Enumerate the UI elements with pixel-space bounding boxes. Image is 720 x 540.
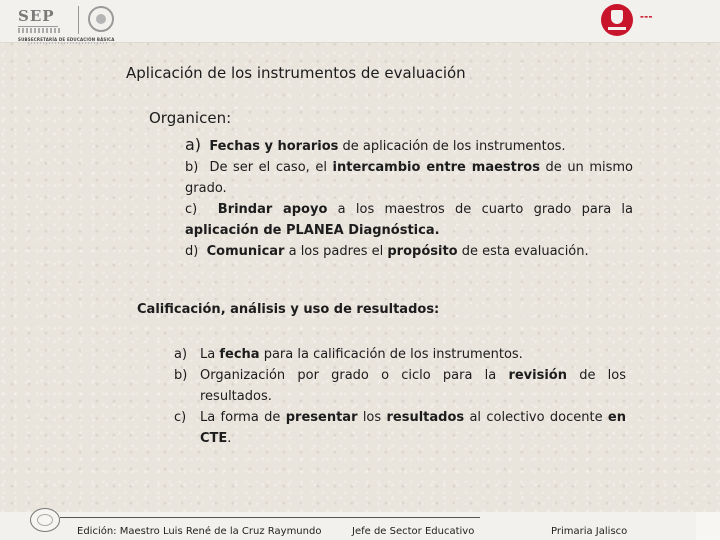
list-text-bold: intercambio entre maestros xyxy=(332,160,540,175)
list-item-text xyxy=(200,407,626,449)
list-text: de los resultados. xyxy=(200,368,626,404)
list-marker: c) xyxy=(185,202,198,217)
list-item xyxy=(174,365,626,407)
sep-caption: SUBSECRETARÍA DE EDUCACIÓN BÁSICA xyxy=(18,37,115,42)
list-item xyxy=(174,407,626,449)
list-text: . xyxy=(227,431,232,446)
organicen-list xyxy=(185,134,633,262)
list-item xyxy=(185,134,633,157)
sep-logo-rule xyxy=(18,26,58,27)
list-item xyxy=(174,344,626,365)
calificacion-heading xyxy=(137,302,439,317)
list-text-bold: Brindar apoyo xyxy=(217,202,328,217)
footer-edicion: Edición: Maestro Luis René de la Cruz Raymundo xyxy=(77,526,322,537)
list-item xyxy=(185,199,633,241)
footer-rule xyxy=(60,517,480,518)
header-band xyxy=(0,0,720,43)
list-text-bold: fecha xyxy=(219,347,260,362)
list-text-bold: resultados xyxy=(386,410,465,425)
list-text: a los maestros de cuarto grado para la xyxy=(327,202,634,217)
list-item-text xyxy=(200,365,626,407)
list-item xyxy=(185,241,633,262)
list-text-bold: Fechas y horarios xyxy=(209,139,339,154)
list-text-bold: presentar xyxy=(285,410,358,425)
jalisco-logo-text-icon: ▬▬▬ xyxy=(640,14,653,19)
list-text: a los padres el xyxy=(284,244,388,259)
calificacion-list xyxy=(174,344,626,449)
list-marker: d) xyxy=(185,244,199,259)
national-seal-icon xyxy=(88,6,114,32)
list-marker: a) xyxy=(174,347,188,362)
list-text: los xyxy=(357,410,387,425)
footer-primaria: Primaria Jalisco xyxy=(551,526,628,537)
footer-jefe: Jefe de Sector Educativo xyxy=(352,526,475,537)
sep-logo-subtext xyxy=(18,28,60,33)
list-text: de esta evaluación. xyxy=(457,244,589,259)
footer-corner xyxy=(696,512,720,540)
jalisco-logo-icon xyxy=(601,4,633,36)
footer-emblem-icon xyxy=(30,508,60,532)
sep-caption-subline xyxy=(28,42,108,44)
list-text: La xyxy=(200,347,220,362)
list-item xyxy=(185,157,633,199)
list-marker: b) xyxy=(185,160,199,175)
logo-divider xyxy=(78,6,79,34)
list-text-bold: aplicación de PLANEA Diagnóstica. xyxy=(185,223,440,238)
list-text: de un mismo grado. xyxy=(185,160,634,196)
list-text: La forma de xyxy=(200,410,286,425)
list-marker: c) xyxy=(174,410,187,425)
sep-logo: SEP xyxy=(18,7,55,25)
list-text: al colectivo docente xyxy=(464,410,608,425)
list-text-bold: Comunicar xyxy=(206,244,285,259)
list-text-bold: propósito xyxy=(387,244,458,259)
list-text-bold: en CTE xyxy=(200,410,626,446)
list-item-text xyxy=(200,344,626,365)
list-text: Organización por grado o ciclo para la xyxy=(200,368,509,383)
list-marker: a) xyxy=(185,135,202,154)
list-text: De ser el caso, el xyxy=(209,160,333,175)
list-text: para la calificación de los instrumentos. xyxy=(259,347,523,362)
list-marker: b) xyxy=(174,368,188,383)
list-text-bold: revisión xyxy=(508,368,567,383)
calificacion-label: Calificación, análisis y uso de resultados: xyxy=(137,302,440,317)
page-title: Aplicación de los instrumentos de evaluación xyxy=(126,64,466,82)
organicen-label: Organicen: xyxy=(149,109,232,127)
list-text: de aplicación de los instrumentos. xyxy=(338,139,566,154)
